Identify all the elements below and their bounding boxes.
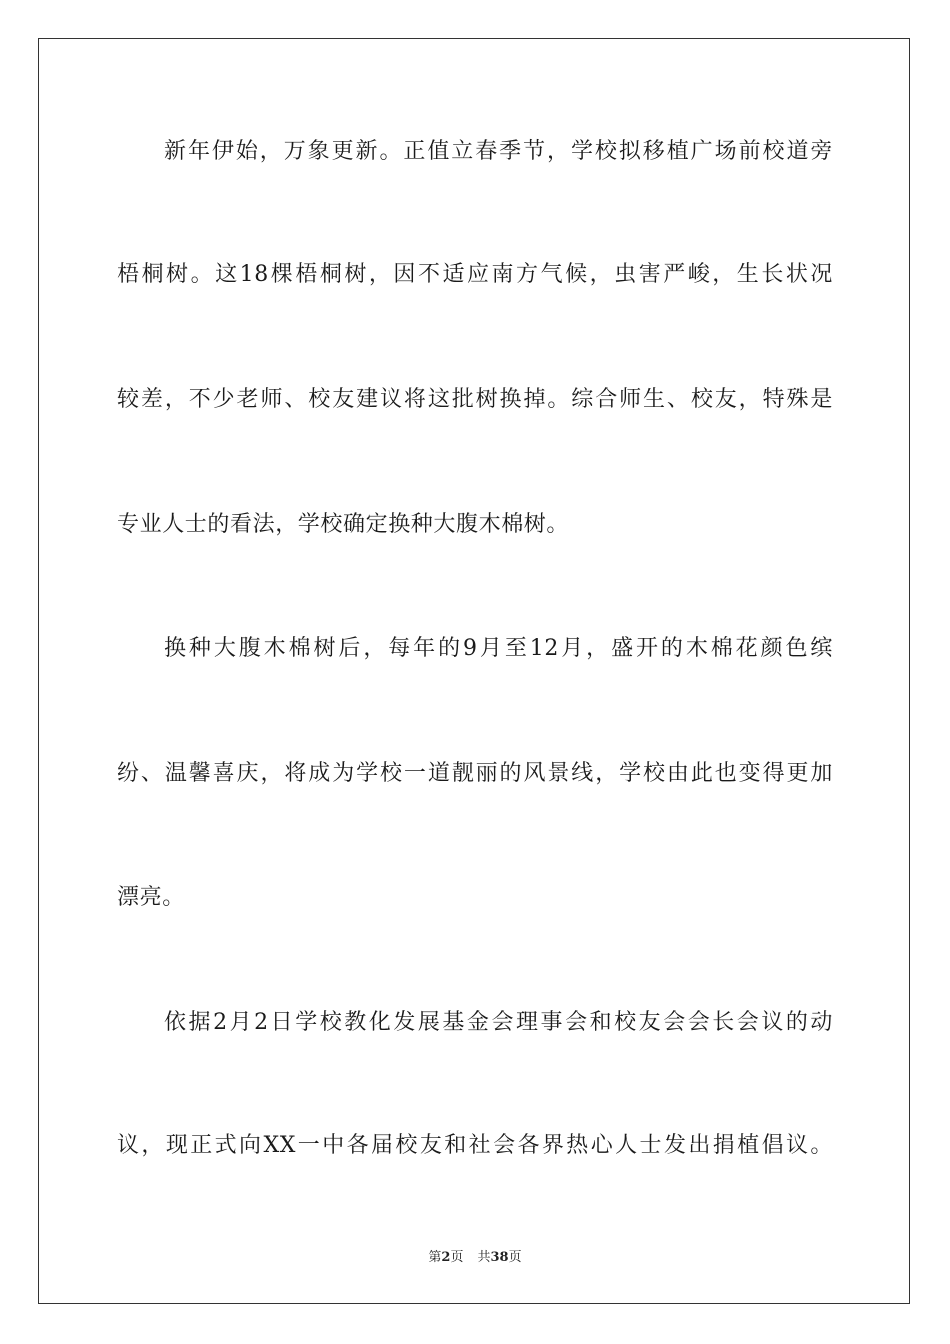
page-border (38, 38, 910, 1304)
paragraph-1-line-2: 梧桐树。这18棵梧桐树，因不适应南方气候，虫害严峻，生长状况 (117, 262, 833, 287)
paragraph-2-line-1: 换种大腹木棉树后，每年的9月至12月，盛开的木棉花颜色缤 (164, 636, 833, 661)
paragraph-1-line-1: 新年伊始，万象更新。正值立春季节，学校拟移植广场前校道旁 (164, 139, 833, 164)
paragraph-1-line-4: 专业人士的看法，学校确定换种大腹木棉树。 (117, 512, 570, 537)
paragraph-3-line-1: 依据2月2日学校教化发展基金会理事会和校友会会长会议的动 (164, 1010, 833, 1035)
paragraph-2-line-2: 纷、温馨喜庆，将成为学校一道靓丽的风景线，学校由此也变得更加 (117, 761, 833, 786)
page-footer (0, 1249, 950, 1267)
paragraph-3-line-2: 议，现正式向XX一中各届校友和社会各界热心人士发出捐植倡议。 (117, 1133, 833, 1158)
page-prefix: 第 (428, 1250, 442, 1265)
paragraph-2-line-3: 漂亮。 (117, 885, 185, 910)
page-suffix: 页 (450, 1250, 464, 1265)
paragraph-1-line-3: 较差，不少老师、校友建议将这批树换掉。综合师生、校友，特殊是 (117, 387, 833, 412)
page-number: 2 (441, 1250, 451, 1265)
total-suffix: 页 (508, 1250, 522, 1265)
total-pages: 38 (490, 1250, 509, 1265)
total-prefix: 共 (477, 1250, 491, 1265)
